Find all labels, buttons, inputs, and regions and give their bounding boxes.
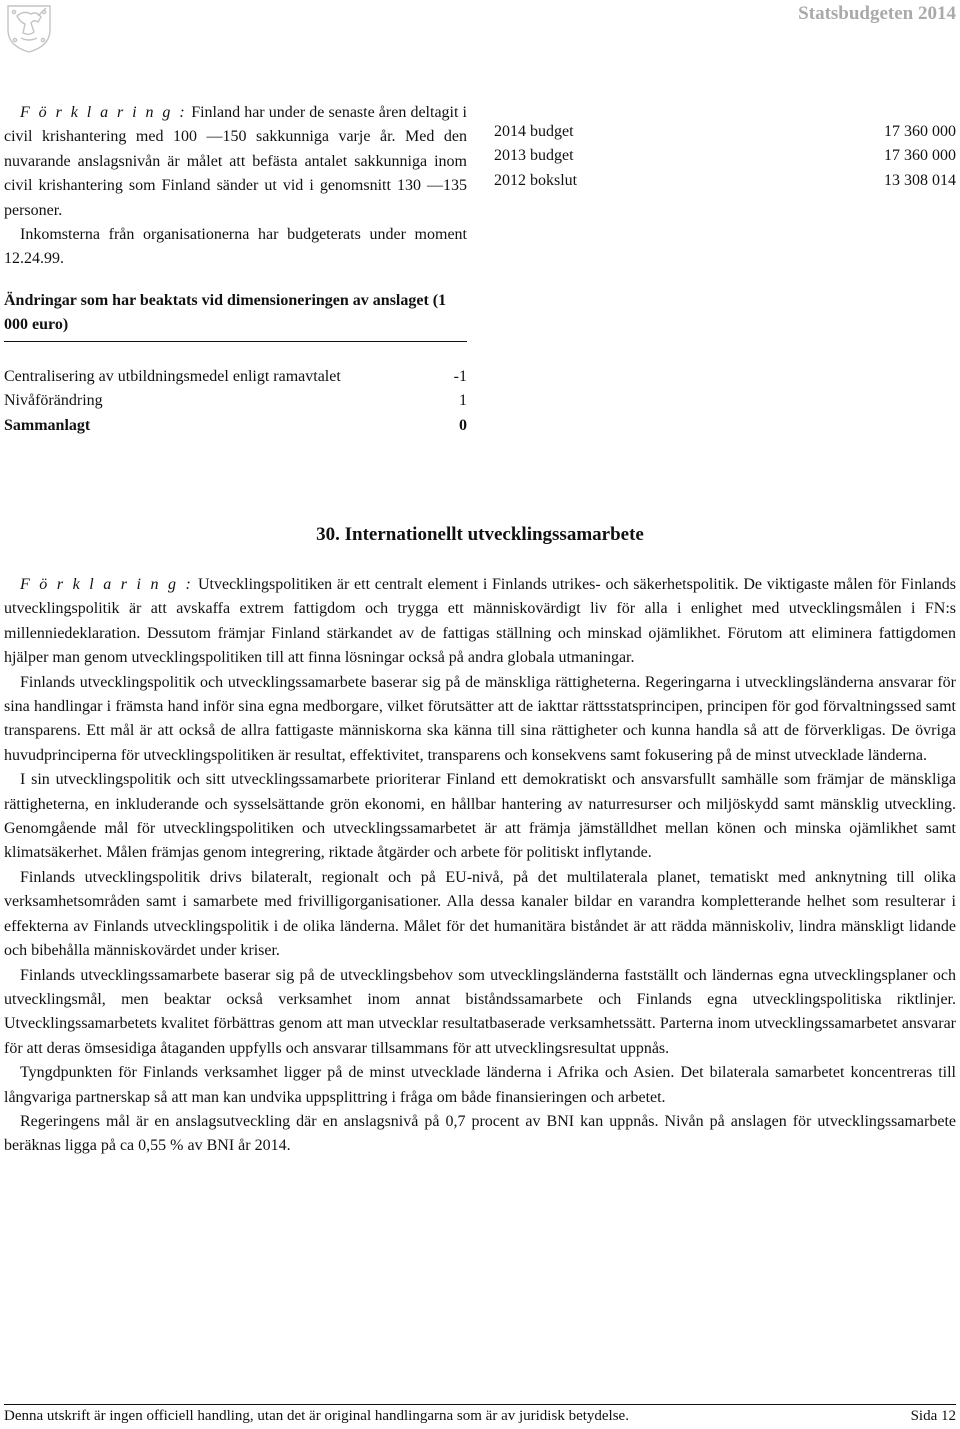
budget-row (494, 144, 956, 168)
changes-label: Nivåförändring (4, 392, 103, 410)
budget-value: 17 360 000 (884, 147, 956, 165)
budget-table (494, 120, 956, 193)
changes-total-value: 0 (459, 416, 467, 434)
heading-divider (4, 341, 467, 342)
section-paragraph: Finlands utvecklingspolitik drivs bilateralt, regionalt och på EU-nivå, på det multilaterala planet, tematiskt med anknytning till olika verksamhetsområden samt i samarbete med frivilligorganisationer. Alla dessa kanaler bildar en varandra kompletterande helhet som resulterar i effekterna av Finlands utvecklingspolitik i de olika länderna. Målet för det humanitära biståndet är att rädda människoliv, lindra mänskligt lidande och bibehålla människovärdet under kriser. (4, 868, 956, 960)
changes-heading: Ändringar som har beaktats vid dimensioneringen av anslaget (1 000 euro) (4, 292, 447, 333)
budget-label: 2013 budget (494, 147, 574, 165)
footer-divider (4, 1404, 956, 1405)
section-paragraph: Regeringens mål är en anslagsutveckling där en anslagsnivå på 0,7 procent av BNI kan uppnås. Nivån på anslagen för utvecklingssamarbete beräknas ligga på ca 0,55 % av BNI år 2014. (4, 1112, 956, 1155)
explanation-label: F ö r k l a r i n g : (20, 104, 188, 121)
section-paragraph (4, 573, 956, 671)
intro-text: Finland har under de senaste åren deltagit i civil krishantering med 100 —150 sakkunniga varje år. Med den nuvarande anslagsnivån är målet att befästa antalet sakkunniga inom civil krishantering som Finland sänder ut vid i genomsnitt 130 —135 personer. (4, 104, 467, 219)
changes-value: 1 (459, 392, 467, 410)
section-paragraph: Finlands utvecklingssamarbete baserar sig på de utvecklingsbehov som utvecklingsländerna fastställt och ländernas egna utvecklingsplaner och utvecklingsmål, men beaktar också verksamhet inom annat biståndssamarbete och Finlands egna utvecklingspolitiska riktlinjer. Utvecklingssamarbetets kvalitet förbättras genom att man utvecklar resultatbaserade verksamhetssätt. Parterna inom utvecklingssamarbetet ansvarar för att deras ömsesidiga åtaganden uppfylls och ansvarar tillsammans för att utvecklingsresultat uppnås. (4, 966, 956, 1057)
section-title: 30. Internationellt utvecklingssamarbete (316, 524, 644, 545)
budget-label: 2014 budget (494, 123, 574, 140)
budget-row (494, 120, 956, 144)
page-title: Statsbudgeten 2014 (798, 3, 956, 24)
section-paragraph: I sin utvecklingspolitik och sitt utvecklingssamarbete prioriterar Finland ett demokratiskt och ansvarsfullt samhälle som främjar de mänskliga rättigheterna, en inkluderande och sysselsättande grön ekonomi, en hållbar hantering av naturresurser och miljöskydd samt mänsklig utveckling. Genomgående mål för utvecklingspolitiken och utvecklingssamarbetet är att främja jämställdhet mellan könen och minska ojämlikhet samt klimatsäkerhet. Målen främjas genom integrering, riktade åtgärder och arbete för politiskt inflytande. (4, 771, 956, 862)
changes-total-row (4, 414, 467, 438)
section-body (4, 573, 956, 1159)
changes-row (4, 389, 467, 413)
left-intro (4, 101, 467, 272)
section-first-text: Utvecklingspolitiken är ett centralt element i Finlands utrikes- och säkerhetspolitik. De viktigaste målen för Finlands utvecklingspolitik är att avskaffa extrem fattigdom och trygga ett människovärdigt liv för alla i enlighet med utvecklingsmålen i FN:s millenniedeklaration. Dessutom främjar Finland stärkandet av de fattigas ställning och minskad ojämlikhet. Förutom att eliminera fattigdomen hjälper man genom utvecklingspolitiken till att finna lösningar också på andra globala utmaningar. (4, 576, 956, 667)
budget-label: 2012 bokslut (494, 171, 578, 189)
changes-label: Centralisering av utbildningsmedel enligt ramavtalet (4, 368, 341, 385)
budget-row (494, 169, 956, 193)
intro-paragraph (4, 101, 467, 223)
income-paragraph: Inkomsterna från organisationerna har budgeterats under moment 12.24.99. (4, 226, 467, 268)
changes-value: -1 (453, 368, 467, 385)
section-paragraph: Tyngdpunkten för Finlands verksamhet ligger på de minst utvecklade länderna i Afrika och Asien. Det bilaterala samarbetet koncentreras till långvariga partnerskap så att man kan undvika uppsplittring i fråga om både finansieringen och arbetet. (4, 1064, 956, 1106)
changes-total-label: Sammanlagt (4, 416, 91, 434)
finnish-coat-of-arms-icon (4, 2, 54, 54)
budget-value: 17 360 000 (884, 123, 956, 140)
footer (4, 1406, 956, 1426)
page-number: Sida 12 (910, 1408, 956, 1424)
budget-value: 13 308 014 (884, 171, 956, 189)
changes-row (4, 365, 467, 389)
changes-table (4, 365, 467, 438)
explanation-label: F ö r k l a r i n g : (20, 576, 194, 593)
footer-disclaimer: Denna utskrift är ingen officiell handling, utan det är original handlingarna som är av juridisk betydelse. (4, 1408, 629, 1424)
section-paragraph: Finlands utvecklingspolitik och utvecklingssamarbete baserar sig på de mänskliga rättigheterna. Regeringarna i utvecklingsländerna ansvarar för sina handlingar i främsta hand inför sina egna medborgare, vilket förutsätter att de iakttar rättsstatsprincipen, principen för god förvaltningssed samt transparens. Ett mål är att också de allra fattigaste människorna ska känna till sina rättigheter och kunna handla så att de förverkligas. De övriga huvudprinciperna för utvecklingspolitiken är resultat, effektivitet, transparens och konsekvens samt fokusering på de minst utvecklade länderna. (4, 673, 956, 764)
